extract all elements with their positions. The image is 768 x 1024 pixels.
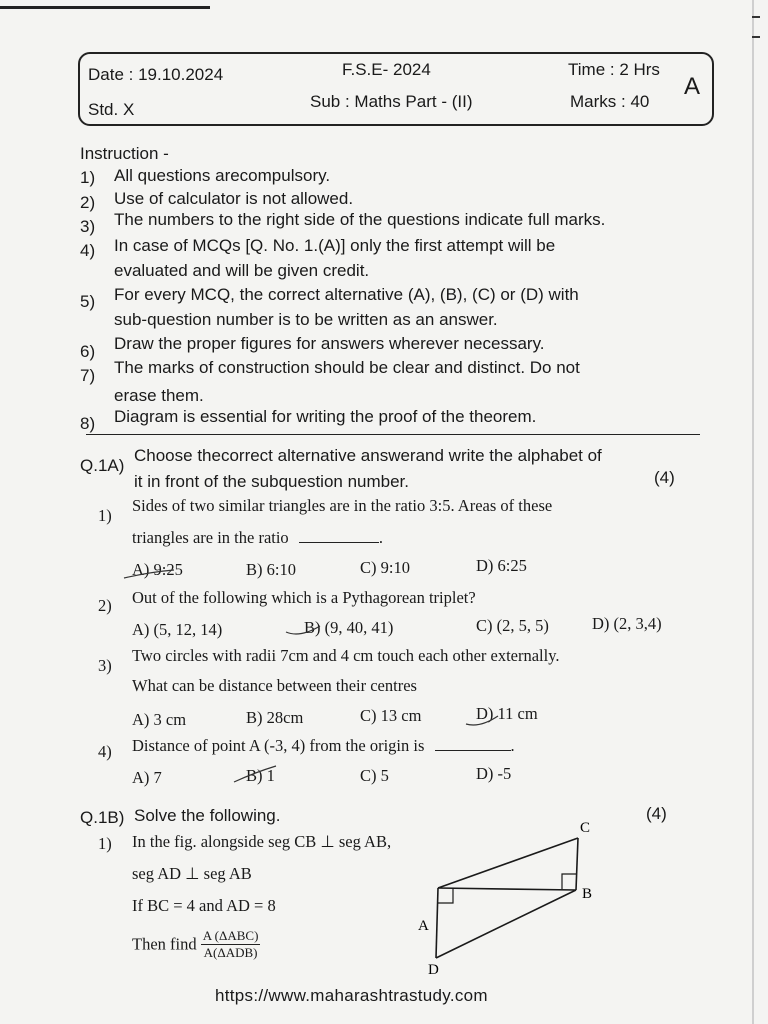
option: A) 7	[132, 768, 162, 787]
segment-ad	[436, 888, 438, 958]
segment-bd	[436, 890, 576, 958]
question-marks: (4)	[654, 468, 675, 487]
option: B) 1	[246, 766, 275, 785]
exam-marks: Marks : 40	[570, 92, 650, 111]
right-angle-mark	[438, 889, 453, 903]
vertex-label-d: D	[428, 962, 439, 978]
vertex-label-a: A	[418, 918, 429, 934]
footer-url: https://www.maharashtrastudy.com	[215, 986, 488, 1005]
vertex-label-c: C	[580, 820, 591, 836]
segment-ab	[438, 888, 576, 890]
sub-question-text: Then find $\frac{\text{A (ΔABC)}}{\text{A(ΔADB)}}$	[132, 928, 259, 960]
right-angle-mark	[562, 874, 576, 889]
option: B) (9, 40, 41)	[304, 618, 394, 637]
option: B) 6:10	[246, 560, 296, 579]
option: A) (5, 12, 14)	[132, 620, 223, 639]
sub-question-text: Two circles with radii 7cm and 4 cm touch each other externally.	[132, 646, 560, 665]
question-instruction: it in front of the subquestion number.	[134, 472, 410, 491]
sub-question-number: 1)	[98, 506, 112, 525]
sub-question-text: seg AD ⊥ seg AB	[132, 864, 252, 883]
option: C) 13 cm	[360, 706, 422, 725]
option: A) 3 cm	[132, 710, 187, 729]
question-marks: (4)	[646, 804, 667, 823]
option: A) 9:25	[132, 560, 183, 579]
option: D) -5	[476, 764, 512, 783]
option: B) 28cm	[246, 708, 304, 727]
sub-question-number: 2)	[98, 596, 112, 615]
sub-question-text: In the fig. alongside seg CB ⊥ seg AB,	[132, 832, 392, 851]
option: C) (2, 5, 5)	[476, 616, 549, 635]
question-instruction: Solve the following.	[134, 806, 281, 825]
question-label: Q.1A)	[80, 456, 125, 475]
segment-ac	[438, 838, 578, 888]
vertex-label-b: B	[582, 886, 593, 902]
sub-question-number: 3)	[98, 656, 112, 675]
segment-cb	[576, 838, 578, 890]
area-ratio-fraction: $\frac{\text{A (ΔABC)}}{\text{A(ΔADB)}}$	[202, 928, 259, 960]
exam-subject: Sub : Maths Part - (II)	[310, 92, 473, 111]
sub-question-number: 1)	[98, 834, 112, 853]
exam-name: F.S.E- 2024	[342, 60, 431, 79]
exam-std: Std. X	[88, 100, 135, 119]
option: C) 5	[360, 766, 389, 785]
sub-question-text: What can be distance between their centres	[132, 676, 417, 695]
question-instruction: Choose thecorrect alternative answerand write the alphabet of	[134, 446, 602, 465]
sub-question-number: 4)	[98, 742, 112, 761]
option: D) (2, 3,4)	[592, 614, 662, 633]
sub-question-text: If BC = 4 and AD = 8	[132, 896, 276, 915]
paper-set: A	[684, 73, 701, 100]
question-label: Q.1B)	[80, 808, 125, 827]
option: D) 11 cm	[476, 704, 538, 723]
exam-date: Date : 19.10.2024	[88, 65, 224, 84]
sub-question-text: Out of the following which is a Pythagorean triplet?	[132, 588, 476, 607]
option: D) 6:25	[476, 556, 527, 575]
instructions-title: Instruction -	[80, 144, 169, 163]
sub-question-text: Distance of point A (-3, 4) from the origin is .	[132, 736, 515, 755]
sub-question-text: Sides of two similar triangles are in the ratio 3:5. Areas of these	[132, 496, 553, 515]
option: C) 9:10	[360, 558, 410, 577]
exam-time: Time : 2 Hrs	[568, 60, 660, 79]
sub-question-text: triangles are in the ratio .	[132, 528, 383, 547]
geometry-figure	[400, 810, 620, 980]
